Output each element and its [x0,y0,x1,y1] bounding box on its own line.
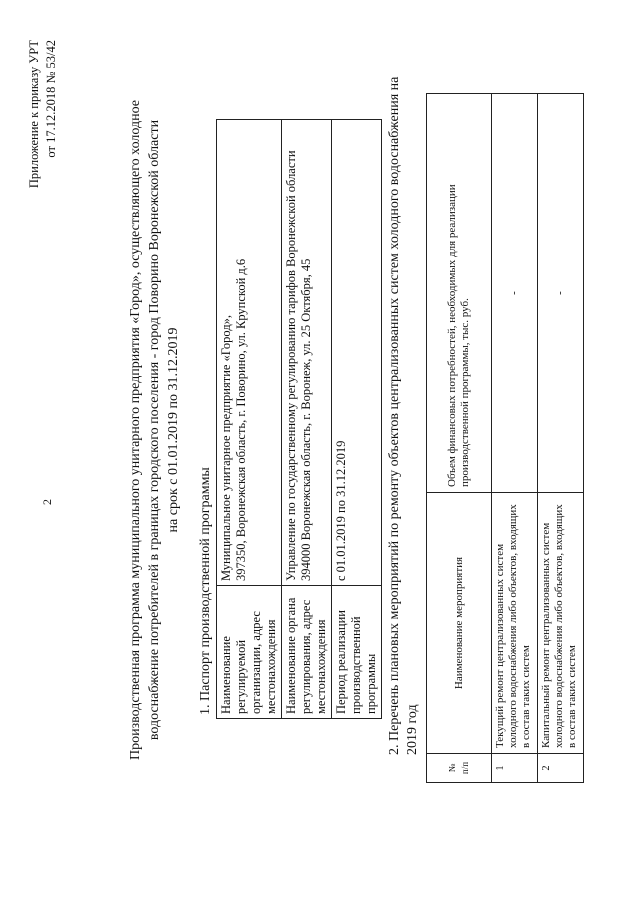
table-row [492,94,538,783]
passport-table [216,119,382,719]
header-amount: Объем финансовых потребностей, необходимых для реализации производственной программы, тыс. руб. [427,94,492,493]
passport-value-line: с 01.01.2019 по 31.12.2019 [334,440,348,581]
passport-label: Наименование органа регулирования, адрес местонахождения [282,586,332,719]
row-amount: - [492,94,538,493]
passport-value-line: Управление по государственному регулированию тарифов Воронежской области [284,150,298,581]
row-num: 2 [538,754,584,783]
document-title [126,85,183,775]
table-header-row [427,94,492,783]
table-row [282,120,332,719]
passport-heading: 1. Паспорт производственной программы [198,467,213,715]
row-name: Текущий ремонт централизованных систем холодного водоснабжения либо объектов, входящих в состав таких систем [492,493,538,754]
row-name: Капитальный ремонт централизованных систем холодного водоснабжения либо объектов, входящих в состав таких систем [538,493,584,754]
passport-value [282,120,332,586]
appendix-line-2: от 17.12.2018 № 53/42 [44,40,58,158]
plan-table [426,93,584,783]
appendix-line-1: Приложение к приказу УРТ [27,40,41,189]
row-num: 1 [492,754,538,783]
table-row [217,120,282,719]
title-line-3: на срок с 01.01.2019 по 31.12.2019 [166,327,181,533]
row-amount: - [538,94,584,493]
passport-value-line: 394000 Воронежская область, г. Воронеж, ул. 25 Октября, 45 [299,258,313,581]
table-row [332,120,382,719]
appendix-note [26,40,60,188]
table-row [538,94,584,783]
passport-value [332,120,382,586]
title-line-1: Производственная программа муниципального унитарного предприятия «Город», осуществляющего холодное [128,100,143,760]
header-name: Наименование мероприятия [427,493,492,754]
passport-label: Период реализации производственной программы [332,586,382,719]
passport-value-line: 397350, Воронежская область, г. Поворино, ул. Крупской д.6 [234,258,248,581]
page-number: 2 [40,499,54,505]
title-line-2: водоснабжение потребителей в границах городского поселения - город Поворино Воронежской области [147,119,162,741]
passport-value-line: Муниципальное унитарное предприятие «Город», [219,314,233,581]
plan-heading: 2. Перечень плановых мероприятий по ремонту объектов централизованных систем холодного водоснабжения на 2019 год [387,76,420,755]
passport-label: Наименование регулируемой организации, адрес местонахождения [217,586,282,719]
header-num: № п/п [427,754,492,783]
passport-value [217,120,282,586]
